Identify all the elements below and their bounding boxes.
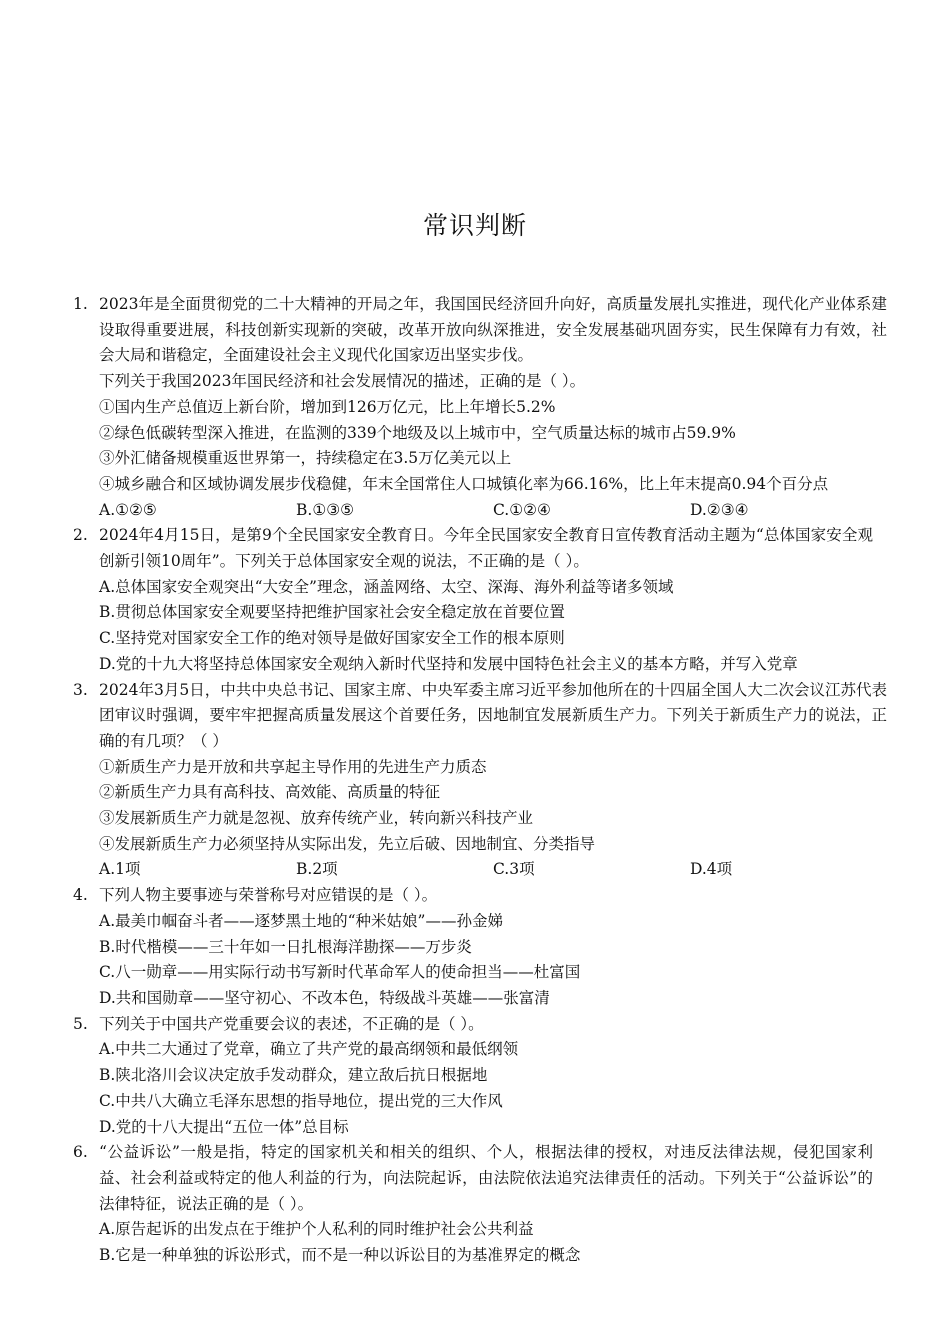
question-stem: 下列关于中国共产党重要会议的表述，不正确的是（ ）。	[99, 1014, 484, 1033]
option-d: D.党的十八大提出“五位一体”总目标	[99, 1117, 349, 1136]
question-stem: “公益诉讼”一般是指，特定的国家机关和相关的组织、个人，根据法律的授权，对违反法律法规，侵犯国家利益、社会利益或特定的他人利益的行为，向法院起诉，由法院依法追究法律责任的活动。下列关于“公益诉讼”的法律特征，说法正确的是（ ）。	[99, 1143, 873, 1213]
question-body	[99, 1140, 873, 1269]
question-number: 5.	[73, 1014, 88, 1033]
question-4	[73, 883, 873, 1012]
option-c: C.坚持党对国家安全工作的绝对领导是做好国家安全工作的根本原则	[99, 629, 565, 648]
option-d: D.②③④	[690, 500, 749, 519]
question-6	[73, 1140, 873, 1269]
question-prompt: 下列关于我国2023年国民经济和社会发展情况的描述，正确的是（ ）。	[99, 372, 586, 391]
option-c: C.3项	[493, 860, 535, 879]
question-3	[73, 678, 887, 884]
question-body	[99, 678, 887, 884]
answer-options	[99, 857, 887, 883]
statement-item: ①国内生产总值迈上新台阶，增加到126万亿元，比上年增长5.2%	[99, 397, 556, 416]
question-number: 4.	[73, 886, 88, 905]
question-5	[73, 1012, 873, 1141]
option-b: B.它是一种单独的诉讼形式，而不是一种以诉讼目的为基准界定的概念	[99, 1246, 581, 1265]
statement-item: ①新质生产力是开放和共享起主导作用的先进生产力质态	[99, 757, 487, 776]
statement-item: ③外汇储备规模重返世界第一，持续稳定在3.5万亿美元以上	[99, 449, 512, 468]
question-stem: 下列人物主要事迹与荣誉称号对应错误的是（ ）。	[99, 886, 438, 905]
page-title: 常识判断	[422, 211, 527, 240]
option-a: A.总体国家安全观突出“大安全”理念，涵盖网络、太空、深海、海外利益等诸多领域	[99, 577, 674, 596]
question-2	[73, 523, 873, 677]
question-1	[73, 292, 887, 523]
option-c: C.八一勋章——用实际行动书写新时代革命军人的使命担当——杜富国	[99, 963, 581, 982]
question-number: 2.	[73, 526, 88, 545]
statement-item: ②绿色低碳转型深入推进，在监测的339个地级及以上城市中，空气质量达标的城市占59.9%	[99, 423, 736, 442]
option-b: B.①③⑤	[296, 500, 355, 519]
option-d: D.共和国勋章——坚守初心、不改本色，特级战斗英雄——张富清	[99, 988, 550, 1007]
option-a: A.中共二大通过了党章，确立了共产党的最高纲领和最低纲领	[99, 1040, 519, 1059]
question-list	[73, 292, 887, 1269]
option-a: A.最美巾帼奋斗者——逐梦黑土地的“种米姑娘”——孙金娣	[99, 911, 503, 930]
option-a: A.原告起诉的出发点在于维护个人私利的同时维护社会公共利益	[99, 1220, 534, 1239]
question-body	[99, 523, 873, 677]
option-b: B.贯彻总体国家安全观要坚持把维护国家社会安全稳定放在首要位置	[99, 603, 565, 622]
question-body	[99, 292, 887, 523]
question-stem: 2024年3月5日，中共中央总书记、国家主席、中央军委主席习近平参加他所在的十四届全国人大二次会议江苏代表团审议时强调，要牢牢把握高质量发展这个首要任务，因地制宜发展新质生产力。下列关于新质生产力的说法，正确的有几项？（ ）	[99, 680, 887, 750]
option-a: A.1项	[99, 860, 141, 879]
option-d: D.4项	[690, 860, 733, 879]
question-stem: 2024年4月15日，是第9个全民国家安全教育日。今年全民国家安全教育日宣传教育活动主题为“总体国家安全观创新引领10周年”。下列关于总体国家安全观的说法，不正确的是（ ）。	[99, 526, 873, 571]
statement-item: ④城乡融合和区域协调发展步伐稳健，年末全国常住人口城镇化率为66.16%，比上年末提高0.94个百分点	[99, 474, 829, 493]
option-d: D.党的十九大将坚持总体国家安全观纳入新时代坚持和发展中国特色社会主义的基本方略，并写入党章	[99, 654, 798, 673]
question-body	[99, 883, 873, 1012]
option-c: C.①②④	[493, 500, 551, 519]
question-number: 1.	[73, 295, 88, 313]
option-a: A.①②⑤	[99, 500, 157, 519]
option-b: B.2项	[296, 860, 338, 879]
statement-item: ②新质生产力具有高科技、高效能、高质量的特征	[99, 783, 441, 802]
answer-options	[99, 498, 887, 524]
option-c: C.中共八大确立毛泽东思想的指导地位，提出党的三大作风	[99, 1091, 503, 1110]
statement-item: ③发展新质生产力就是忽视、放弃传统产业，转向新兴科技产业	[99, 809, 534, 828]
option-b: B.陕北洛川会议决定放手发动群众，建立敌后抗日根据地	[99, 1066, 488, 1085]
question-body	[99, 1012, 873, 1141]
question-stem: 2023年是全面贯彻党的二十大精神的开局之年，我国国民经济回升向好，高质量发展扎实推进，现代化产业体系建设取得重要进展，科技创新实现新的突破，改革开放向纵深推进，安全发展基础巩固夯实，民生保障有力有效，社会大局和谐稳定，全面建设社会主义现代化国家迈出坚实步伐。	[99, 295, 887, 365]
statement-item: ④发展新质生产力必须坚持从实际出发，先立后破、因地制宜、分类指导	[99, 834, 596, 853]
question-number: 6.	[73, 1143, 88, 1162]
question-number: 3.	[73, 680, 88, 699]
option-b: B.时代楷模——三十年如一日扎根海洋勘探——万步炎	[99, 937, 472, 956]
